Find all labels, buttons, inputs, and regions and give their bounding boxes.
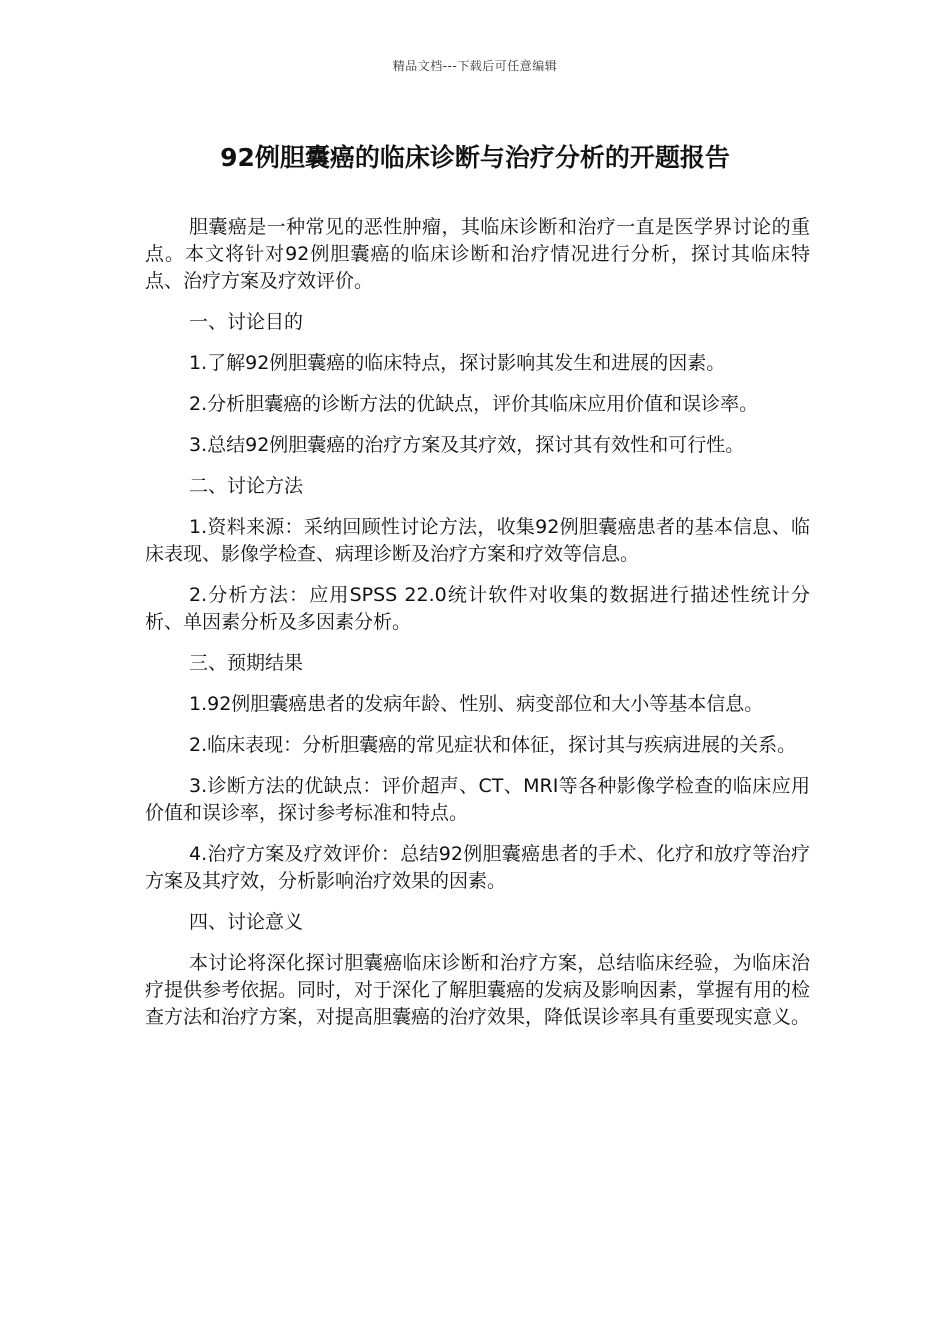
document-body — [145, 214, 810, 1045]
header-note: 精品文档---下载后可任意编辑 — [392, 59, 558, 73]
intro-paragraph: 胆囊癌是一种常见的恶性肿瘤，其临床诊断和治疗一直是医学界讨论的重点。本文将针对92例胆囊癌的临床诊断和治疗情况进行分析，探讨其临床特点、治疗方案及疗效评价。 — [145, 216, 810, 292]
section-heading-methods: 二、讨论方法 — [189, 475, 304, 497]
results-item-1: 1.92例胆囊癌患者的发病年龄、性别、病变部位和大小等基本信息。 — [189, 693, 764, 715]
results-item-3: 3.诊断方法的优缺点：评价超声、CT、MRI等各种影像学检查的临床应用价值和误诊率，探讨参考标准和特点。 — [145, 775, 810, 824]
significance-paragraph: 本讨论将深化探讨胆囊癌临床诊断和治疗方案，总结临床经验，为临床治疗提供参考依据。同时，对于深化了解胆囊癌的发病及影响因素，掌握有用的检查方法和治疗方案，对提高胆囊癌的治疗效果，降低误诊率具有重要现实意义。 — [145, 952, 811, 1028]
document-title: 92例胆囊癌的临床诊断与治疗分析的开题报告 — [220, 143, 730, 172]
purpose-item-2: 2.分析胆囊癌的诊断方法的优缺点，评价其临床应用价值和误诊率。 — [189, 393, 759, 415]
section-heading-purpose: 一、讨论目的 — [189, 311, 304, 333]
results-item-4: 4.治疗方案及疗效评价：总结92例胆囊癌患者的手术、化疗和放疗等治疗方案及其疗效，分析影响治疗效果的因素。 — [145, 843, 810, 892]
section-heading-significance: 四、讨论意义 — [189, 911, 304, 933]
methods-item-2: 2.分析方法：应用SPSS 22.0统计软件对收集的数据进行描述性统计分析、单因素分析及多因素分析。 — [145, 584, 810, 633]
section-heading-results: 三、预期结果 — [189, 652, 304, 674]
purpose-item-1: 1.了解92例胆囊癌的临床特点，探讨影响其发生和进展的因素。 — [189, 352, 726, 374]
purpose-item-3: 3.总结92例胆囊癌的治疗方案及其疗效，探讨其有效性和可行性。 — [189, 434, 745, 456]
results-item-2: 2.临床表现：分析胆囊癌的常见症状和体征，探讨其与疾病进展的关系。 — [189, 734, 797, 756]
methods-item-1: 1.资料来源：采纳回顾性讨论方法，收集92例胆囊癌患者的基本信息、临床表现、影像学检查、病理诊断及治疗方案和疗效等信息。 — [145, 516, 810, 565]
